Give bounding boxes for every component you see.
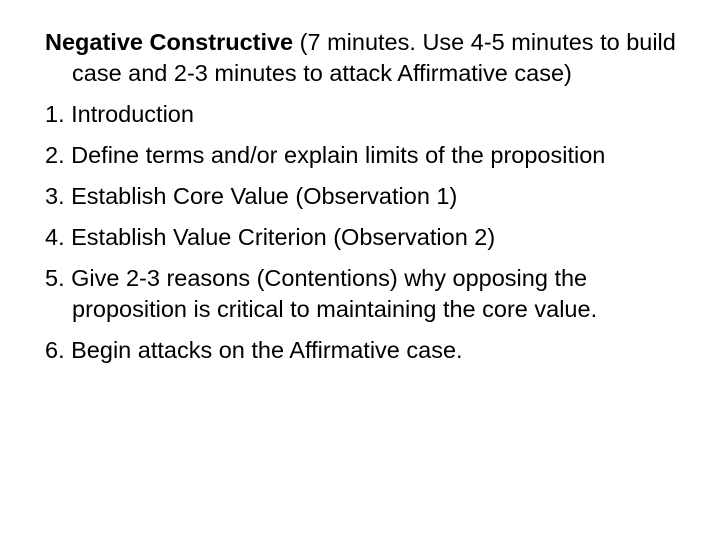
list-item-introduction: 1. Introduction	[45, 101, 194, 127]
heading-bold-text: Negative Constructive	[45, 29, 294, 55]
list-item-core-value: 3. Establish Core Value (Observation 1)	[45, 183, 458, 209]
list-item-value-criterion: 4. Establish Value Criterion (Observation 2)	[45, 224, 496, 250]
slide-body	[45, 27, 685, 376]
heading-detail-text: (7 minutes. Use 4-5 minutes to build case and 2-3 minutes to attack Affirmative case)	[72, 29, 676, 86]
list-item-define-terms: 2. Define terms and/or explain limits of the proposition	[45, 142, 606, 168]
list-item-begin-attacks: 6. Begin attacks on the Affirmative case.	[45, 337, 463, 363]
slide-heading	[45, 27, 685, 89]
list-item-contentions: 5. Give 2-3 reasons (Contentions) why opposing the proposition is critical to maintaining the core value.	[45, 265, 598, 322]
